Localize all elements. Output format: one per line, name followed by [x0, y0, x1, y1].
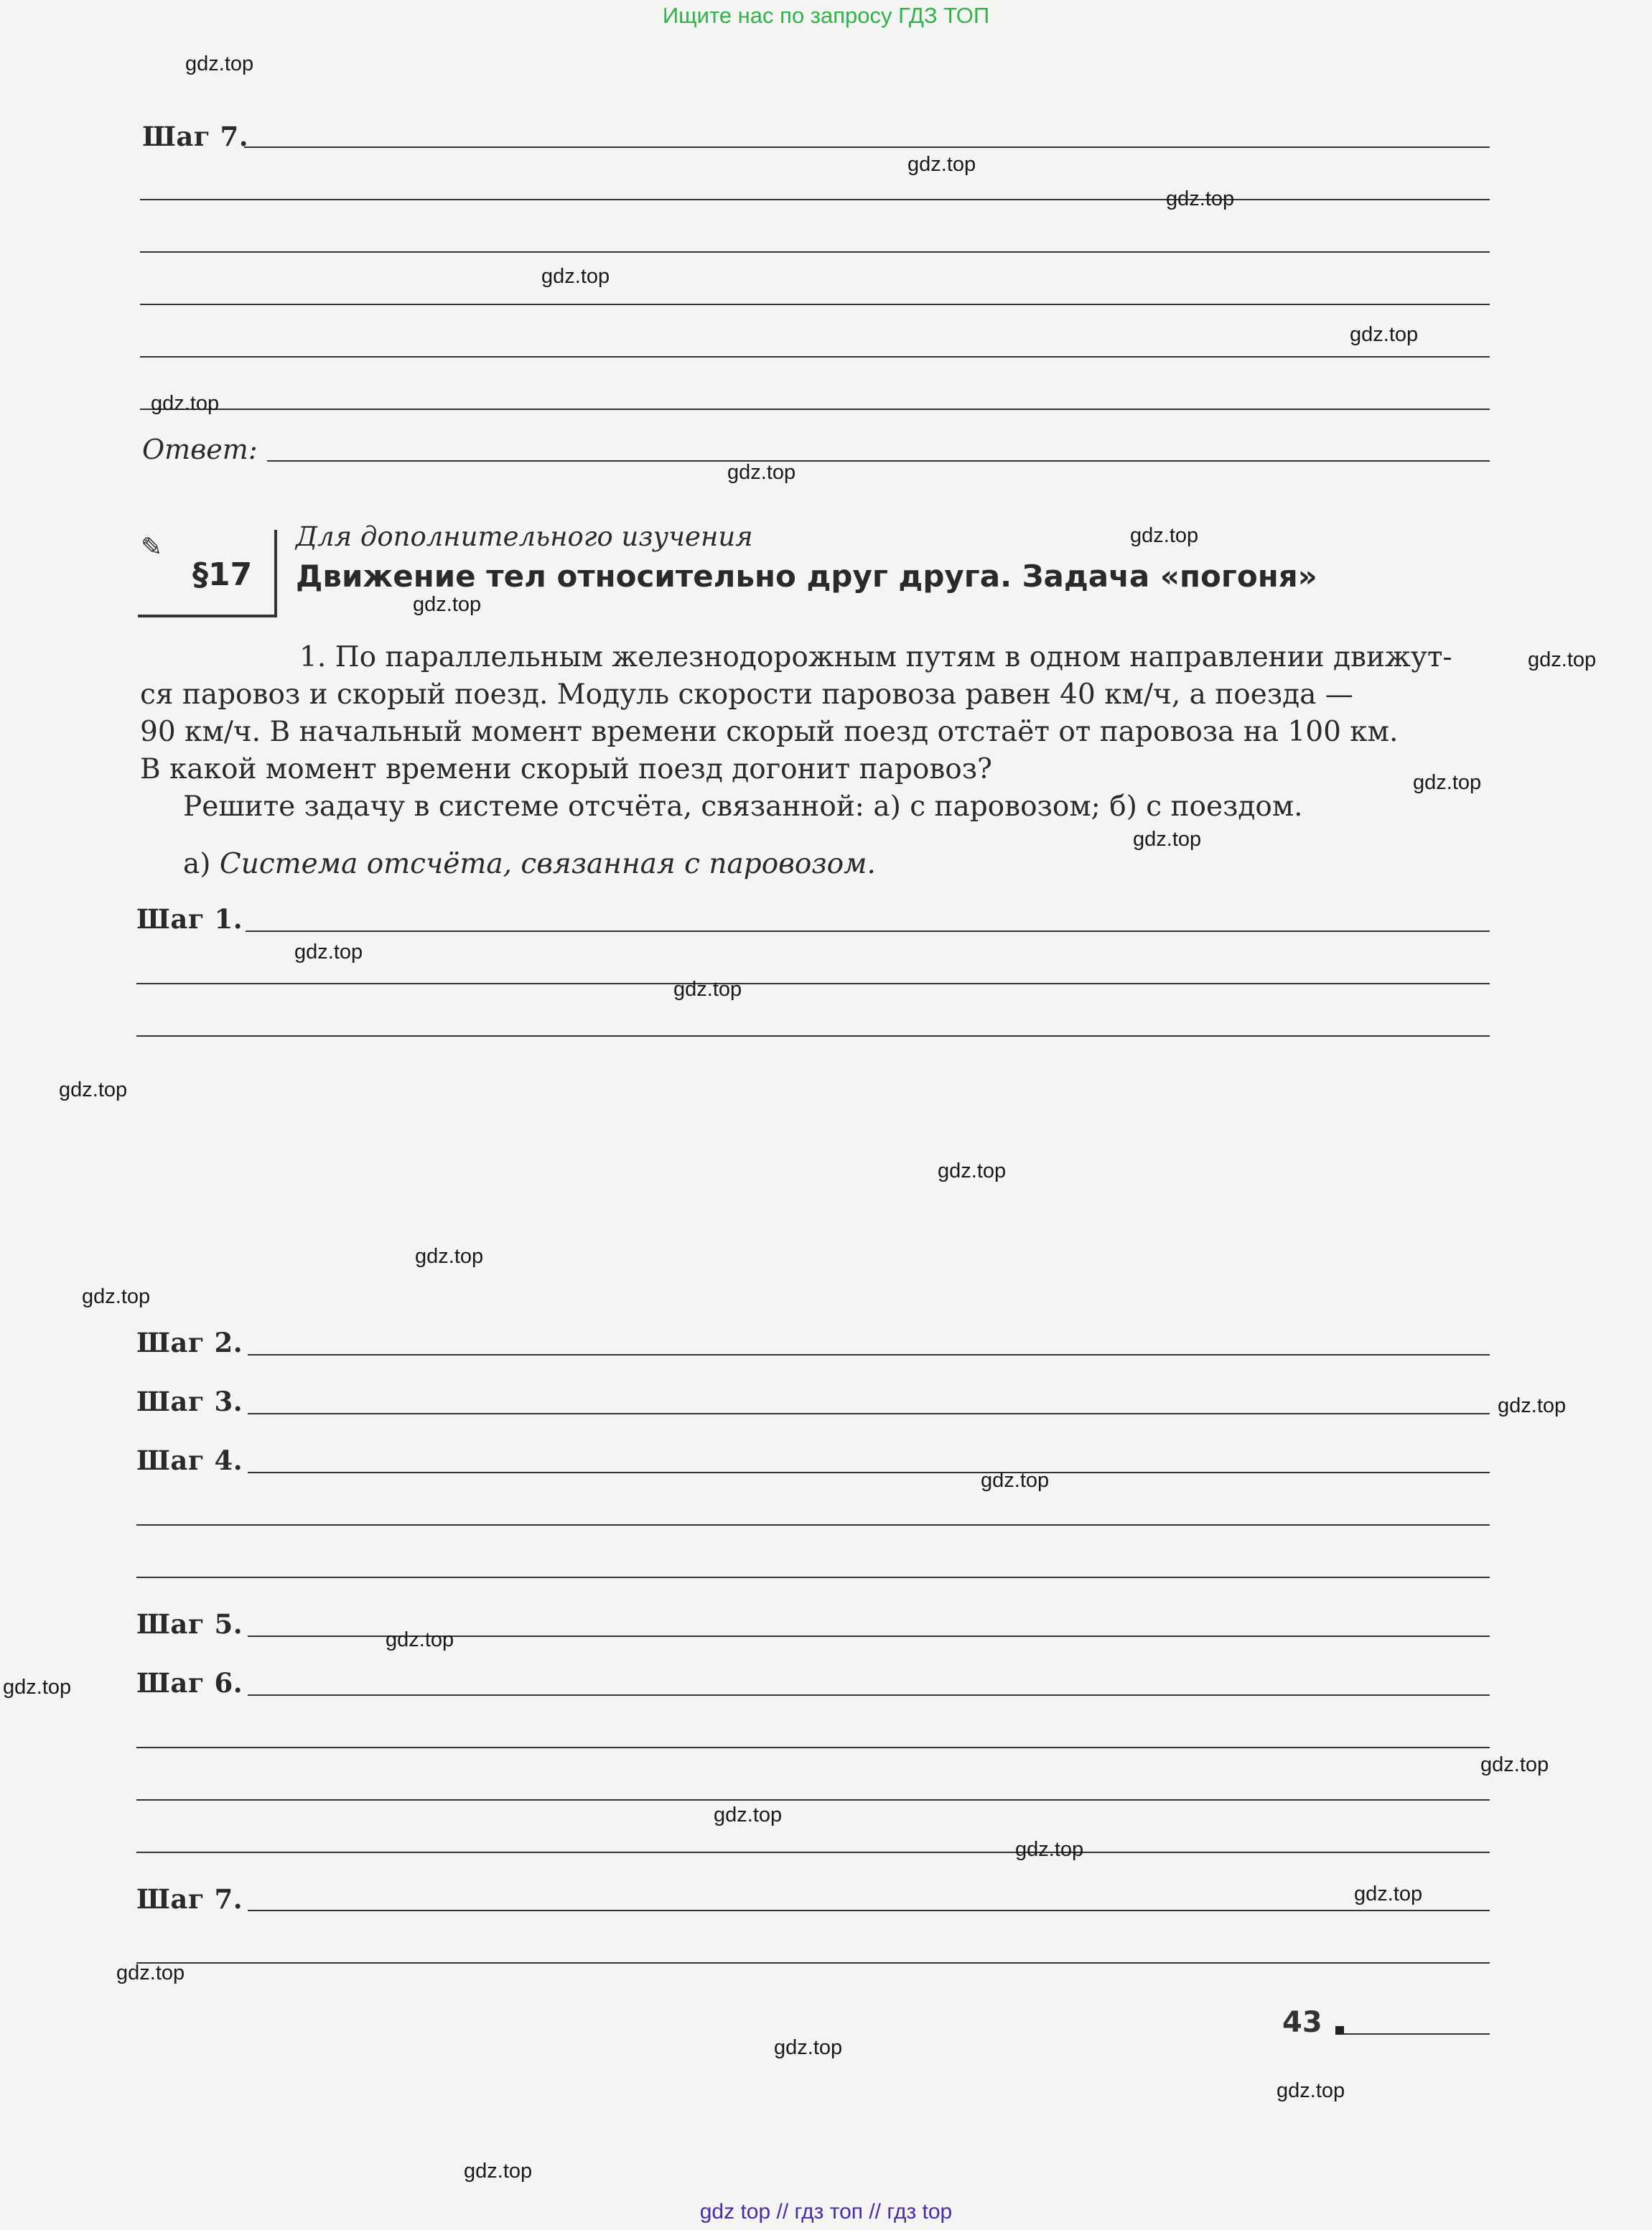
answer-line — [246, 930, 1490, 932]
watermark: gdz.top — [1350, 323, 1419, 346]
watermark: gdz.top — [981, 1469, 1050, 1492]
watermark: gdz.top — [727, 461, 796, 484]
watermark: gdz.top — [413, 593, 482, 616]
section-number: §17 — [192, 556, 253, 593]
section-supplementary-note: Для дополнительного изучения — [296, 521, 753, 552]
step-5-label: Шаг 5. — [136, 1608, 243, 1640]
problem-line: ся паровоз и скорый поезд. Модуль скорости паровоза равен 40 км/ч, а поезда — — [140, 678, 1353, 711]
step-7-label-top: Шаг 7. — [142, 121, 249, 152]
watermark: gdz.top — [1528, 648, 1597, 671]
watermark: gdz.top — [714, 1804, 783, 1827]
watermark: gdz.top — [774, 2036, 843, 2059]
watermark: gdz.top — [3, 1676, 72, 1699]
answer-line — [140, 304, 1490, 305]
answer-line — [136, 983, 1490, 984]
page-number-rule — [1344, 2033, 1490, 2035]
watermark: gdz.top — [1166, 187, 1235, 210]
step-7-label: Шаг 7. — [136, 1883, 243, 1915]
watermark: gdz.top — [1277, 2079, 1345, 2102]
answer-line — [136, 1747, 1490, 1748]
step-4-label: Шаг 4. — [136, 1445, 243, 1476]
watermark: gdz.top — [82, 1285, 151, 1308]
answer-label: Ответ: — [142, 434, 258, 465]
watermark: gdz.top — [294, 941, 363, 964]
problem-text — [140, 639, 1493, 788]
answer-line — [248, 1694, 1490, 1696]
watermark: gdz.top — [464, 2160, 533, 2183]
problem-task: Решите задачу в системе отсчёта, связанной: а) с паровозом; б) с поездом. — [183, 790, 1303, 823]
answer-line — [140, 356, 1490, 358]
answer-line — [136, 1799, 1490, 1801]
watermark: gdz.top — [386, 1628, 454, 1651]
watermark: gdz.top — [1130, 524, 1199, 547]
problem-line: 90 км/ч. В начальный момент времени скорый поезд отстаёт от паровоза на 100 км. — [140, 716, 1399, 748]
answer-line — [136, 1524, 1490, 1526]
section-title: Движение тел относительно друг друга. Задача «погоня» — [296, 559, 1317, 594]
watermark: gdz.top — [907, 153, 976, 176]
watermark: gdz.top — [151, 392, 220, 415]
book-pencil-icon: ✎ — [141, 533, 163, 562]
watermark: gdz.top — [1413, 771, 1482, 794]
answer-line — [248, 1354, 1490, 1356]
watermark: gdz.top — [415, 1245, 484, 1268]
answer-line — [248, 1472, 1490, 1473]
watermark: gdz.top — [541, 265, 610, 288]
watermark: gdz.top — [1498, 1394, 1567, 1417]
watermark: gdz.top — [1133, 828, 1202, 851]
watermark: gdz.top — [1480, 1753, 1549, 1776]
step-6-label: Шаг 6. — [136, 1667, 243, 1699]
answer-line — [248, 1910, 1490, 1911]
answer-line — [248, 1413, 1490, 1414]
watermark: gdz.top — [673, 978, 742, 1001]
answer-line — [136, 1962, 1490, 1964]
answer-line — [136, 1577, 1490, 1578]
answer-line — [136, 1852, 1490, 1853]
problem-line: В какой момент времени скорый поезд догонит паровоз? — [140, 753, 992, 785]
bottom-links[interactable]: gdz top // гдз топ // гдз top — [699, 2200, 953, 2224]
problem-part-a: а) Система отсчёта, связанная с паровозом. — [183, 848, 876, 880]
step-3-label: Шаг 3. — [136, 1386, 243, 1417]
answer-line — [140, 251, 1490, 253]
watermark: gdz.top — [1015, 1838, 1084, 1861]
page-number-marker — [1335, 2026, 1344, 2035]
answer-line — [267, 460, 1490, 462]
watermark: gdz.top — [116, 1961, 185, 1984]
answer-line — [140, 199, 1490, 200]
watermark: gdz.top — [185, 52, 254, 75]
watermark: gdz.top — [938, 1160, 1007, 1182]
watermark: gdz.top — [59, 1078, 128, 1101]
answer-line — [140, 409, 1490, 410]
top-banner-link[interactable]: Ищите нас по запросу ГДЗ ТОП — [662, 3, 990, 28]
step-2-label: Шаг 2. — [136, 1327, 243, 1358]
problem-line: 1. По параллельным железнодорожным путям в одном направлении движут- — [299, 641, 1452, 673]
watermark: gdz.top — [1354, 1883, 1423, 1905]
answer-line — [136, 1035, 1490, 1037]
step-1-label: Шаг 1. — [136, 903, 243, 935]
page-number: 43 — [1282, 2006, 1322, 2039]
answer-line — [244, 146, 1490, 148]
